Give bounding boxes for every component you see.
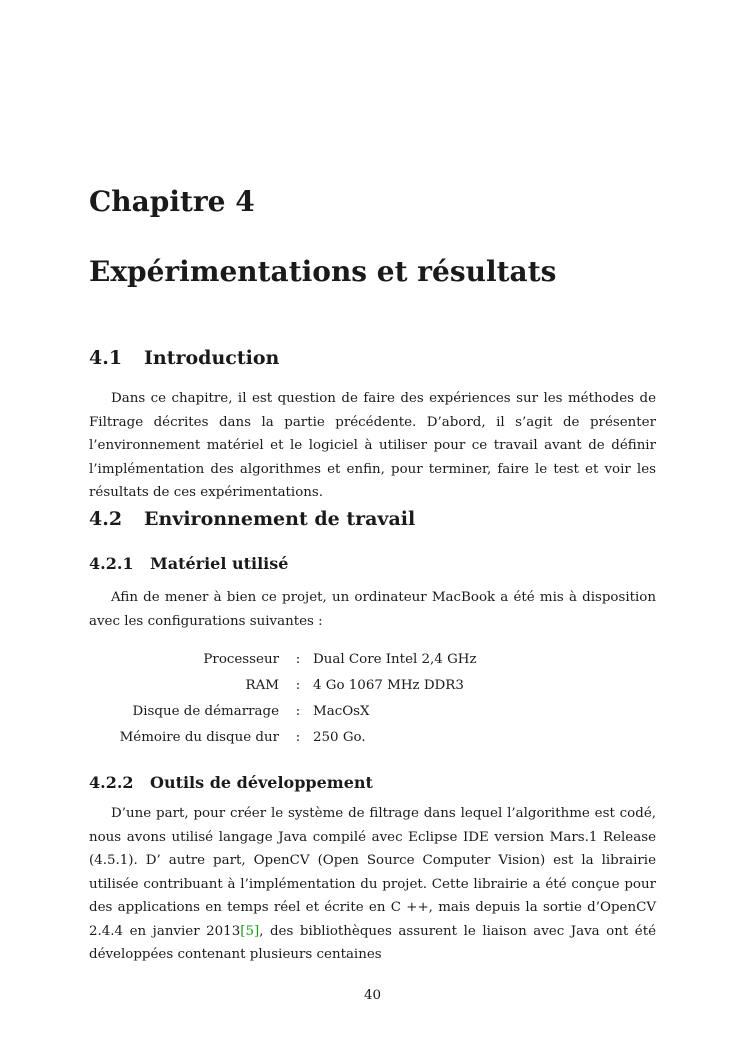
spec-row xyxy=(89,724,509,750)
tools-text-part2: , des bibliothèques assurent le liaison avec Java ont été développées contenant plusieurs centaines xyxy=(89,923,656,962)
subsection-title: Matériel utilisé xyxy=(150,554,289,573)
spec-value: Dual Core Intel 2,4 GHz xyxy=(313,651,477,667)
subsection-title: Outils de développement xyxy=(150,773,373,792)
spec-key: Disque de démarrage xyxy=(132,703,279,719)
chapter-title: Expérimentations et résultats xyxy=(89,255,557,288)
spec-separator: : xyxy=(295,703,301,719)
section-heading-4-1 xyxy=(89,347,279,369)
spec-value: MacOsX xyxy=(313,703,370,719)
chapter-label: Chapitre 4 xyxy=(89,185,255,218)
section-number: 4.1 xyxy=(89,347,123,369)
spec-value: 4 Go 1067 MHz DDR3 xyxy=(313,677,464,693)
hardware-spec-table xyxy=(89,646,509,750)
spec-separator: : xyxy=(295,651,301,667)
citation-link[interactable]: [5] xyxy=(240,923,260,939)
section-title: Environnement de travail xyxy=(144,508,416,530)
spec-key: Processeur xyxy=(203,651,279,667)
spec-separator: : xyxy=(295,729,301,745)
spec-separator: : xyxy=(295,677,301,693)
tools-paragraph xyxy=(89,802,656,967)
spec-row xyxy=(89,698,509,724)
subsection-number: 4.2.2 xyxy=(89,773,134,792)
hardware-paragraph: Afin de mener à bien ce projet, un ordinateur MacBook a été mis à disposition avec les configurations suivantes : xyxy=(89,590,656,629)
section-heading-4-2 xyxy=(89,508,415,530)
spec-row xyxy=(89,646,509,672)
spec-row xyxy=(89,672,509,698)
page-number: 40 xyxy=(363,988,382,1003)
subsection-heading-4-2-1 xyxy=(89,554,288,573)
spec-key: RAM xyxy=(245,677,279,693)
intro-paragraph: Dans ce chapitre, il est question de faire des expériences sur les méthodes de Filtrage décrites dans la partie précédente. D’abord, il s’agit de présenter l’environnement matériel et le logiciel à utiliser pour ce travail avant de définir l’implémentation des algorithmes et enfin, pour terminer, faire le test et voir les résultats de ces expérimentations. xyxy=(89,391,656,500)
tools-text-part1: D’une part, pour créer le système de filtrage dans lequel l’algorithme est codé, nous avons utilisé langage Java compilé avec Eclipse IDE version Mars.1 Release (4.5.1). D’ autre part, OpenCV (Open Source Computer Vision) est la librairie utilisée contribuant à l’implémentation du projet. Cette librairie a été conçue pour des applications en temps réel et écrite en C ++, mais depuis la sortie d’OpenCV 2.4.4 en janvier 2013 xyxy=(89,806,656,939)
subsection-heading-4-2-2 xyxy=(89,773,373,792)
section-number: 4.2 xyxy=(89,508,123,530)
spec-key: Mémoire du disque dur xyxy=(119,729,279,745)
subsection-number: 4.2.1 xyxy=(89,554,134,573)
section-title: Introduction xyxy=(144,347,280,369)
spec-value: 250 Go. xyxy=(313,729,366,745)
